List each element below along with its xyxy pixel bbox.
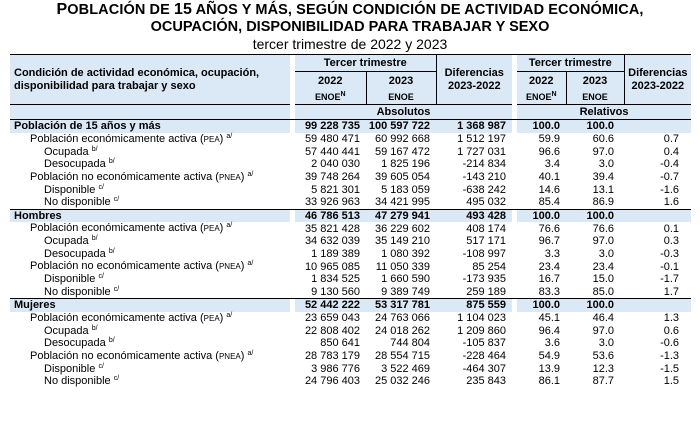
abs-2022: 23 659 043: [304, 312, 360, 324]
rel-diff: -0.1: [660, 260, 680, 273]
rel-2022: 96.4: [538, 324, 561, 337]
table-row: [10, 350, 691, 363]
rel-diff: 1.6: [663, 196, 680, 209]
abs-2023: 34 421 995: [374, 196, 431, 209]
rel-2023: 87.7: [592, 375, 615, 388]
rel-diff: -1.6: [660, 183, 680, 196]
abs-2022: 850 641: [320, 337, 360, 350]
abs-2022: 1 189 389: [311, 247, 360, 260]
rel-diff: [624, 299, 691, 312]
rel-2022: 14.6: [538, 183, 561, 196]
rel-diff: -0.4: [660, 158, 680, 171]
row-label: Hombres: [10, 209, 290, 222]
rel-diff: 0.4: [663, 145, 680, 158]
table-row: [10, 312, 691, 325]
year-2022-abs: 2022: [295, 72, 366, 91]
abs-diff: 259 189: [466, 285, 507, 298]
abs-2022: 34 632 039: [304, 235, 360, 248]
rel-2022: 23.4: [538, 260, 561, 273]
abs-2022: 9 130 560: [311, 285, 360, 298]
rel-2022: 96.6: [538, 145, 561, 158]
rel-2023: 13.1: [592, 183, 615, 196]
row-label: Población de 15 años y más: [10, 120, 290, 133]
rel-2023: 97.0: [592, 324, 615, 337]
abs-2022: 46 786 513: [295, 209, 366, 222]
enoe-abs: ENOE: [366, 90, 436, 105]
abs-diff: 1 727 031: [457, 145, 507, 158]
table-row: [10, 325, 691, 338]
table-row: [10, 375, 691, 388]
row-label: Disponible $^{c/}$: [44, 273, 104, 286]
rel-2023: 3.0: [598, 158, 615, 171]
rel-diff: -1.7: [660, 273, 680, 286]
abs-2023: 1 660 590: [381, 273, 431, 286]
rel-diff: [624, 209, 691, 222]
title-line-1: POBLACIÓN DE 15 AÑOS Y MÁS, SEGÚN CONDICIÓN DE ACTIVIDAD ECONÓMICA,: [56, 1, 644, 18]
row-label: Mujeres: [10, 299, 290, 312]
rel-2023: 76.6: [592, 222, 615, 235]
rel-diff: -0.6: [660, 337, 680, 350]
rel-diff: 0.6: [663, 324, 680, 337]
abs-diff: -108 997: [462, 247, 507, 260]
abs-2023: 25 032 246: [374, 375, 431, 388]
abs-diff: 517 171: [466, 235, 507, 248]
section-row: [10, 120, 691, 133]
table-header: [10, 55, 691, 120]
abs-2023: 36 229 602: [374, 222, 431, 235]
row-label: Ocupada $^{b/}$: [44, 324, 98, 337]
row-label: No disponible $^{c/}$: [44, 285, 120, 298]
data-table: [10, 54, 691, 388]
abs-2023: 744 804: [390, 337, 431, 350]
row-label: No disponible $^{c/}$: [44, 196, 120, 209]
enoe-rel: ENOE: [566, 90, 624, 105]
rel-2023: 46.4: [592, 312, 615, 324]
year-2023-abs: 2023: [366, 72, 436, 91]
abs-2023: 35 149 210: [374, 235, 431, 248]
abs-2023: 24 763 066: [374, 312, 431, 324]
rel-2023: 23.4: [592, 260, 615, 273]
rel-2022: 3.4: [544, 158, 561, 171]
rel-2023: 53.6: [592, 350, 615, 362]
abs-2022: 1 834 525: [311, 273, 360, 286]
rel-2023: 97.0: [592, 145, 615, 158]
abs-2022: 22 808 402: [304, 324, 360, 337]
rel-2023: 15.0: [592, 273, 615, 286]
row-label: Población económicamente activa (PEA) $^{a/}$: [30, 222, 233, 234]
rel-diff: 0.3: [663, 235, 680, 248]
table-row: [10, 184, 691, 197]
table-body: [10, 120, 691, 388]
abs-diff: 1 512 197: [457, 133, 507, 145]
rel-2023: 100.0: [566, 120, 624, 133]
rel-diff: 1.3: [663, 312, 680, 324]
tercer-trimestre-abs: Tercer trimestre: [295, 55, 436, 72]
abs-diff: 1 209 860: [457, 324, 507, 337]
abs-2023: 28 554 715: [374, 350, 431, 362]
table-row: [10, 337, 691, 350]
rel-2022: 100.0: [517, 299, 566, 312]
rel-2023: 97.0: [592, 235, 615, 248]
rel-2022: 40.1: [538, 171, 561, 183]
table-row: [10, 146, 691, 159]
row-label: Población no económicamente activa (PNEA) $^{a/}$: [30, 349, 254, 362]
abs-diff: -464 307: [462, 362, 507, 375]
rel-2022: 3.3: [544, 247, 561, 260]
rel-2022: 54.9: [538, 350, 561, 362]
rel-2023: 85.0: [592, 285, 615, 298]
abs-diff: -143 210: [462, 171, 507, 183]
abs-2022: 2 040 030: [311, 158, 360, 171]
row-label: No disponible $^{c/}$: [44, 375, 120, 388]
abs-2023: 59 167 472: [374, 145, 431, 158]
row-label: Población económicamente activa (PEA) $^{a/}$: [30, 311, 233, 324]
rel-2023: 100.0: [566, 299, 624, 312]
rel-2022: 59.9: [538, 133, 561, 145]
row-label: Disponible $^{c/}$: [44, 183, 104, 196]
abs-2023: 11 050 339: [375, 260, 431, 273]
abs-2023: 100 597 722: [366, 120, 436, 133]
table-row: [10, 286, 691, 299]
abs-diff: -228 464: [462, 350, 507, 362]
row-label-header: Condición de actividad económica, ocupación, disponibilidad para trabajar y sexo: [10, 55, 290, 105]
abs-diff: -214 834: [462, 158, 507, 171]
abs-2022: 59 480 471: [304, 133, 360, 145]
abs-2023: 24 018 262: [374, 324, 431, 337]
row-label: Desocupada $^{b/}$: [44, 337, 115, 350]
abs-2022: 99 228 735: [295, 120, 366, 133]
rel-2023: 3.0: [598, 247, 615, 260]
row-label: Ocupada $^{b/}$: [44, 145, 98, 158]
row-label: Disponible $^{c/}$: [44, 362, 104, 375]
relativos-label: Relativos: [517, 105, 691, 120]
diferencias-rel: Diferencias 2023-2022: [624, 55, 691, 105]
abs-2023: 9 389 749: [381, 285, 431, 298]
title-line-2: OCUPACIÓN, DISPONIBILIDAD PARA TRABAJAR Y SEXO: [150, 19, 550, 35]
rel-2022: 100.0: [517, 120, 566, 133]
rel-2022: 13.9: [538, 362, 561, 375]
rel-2023: 60.6: [592, 133, 615, 145]
abs-2022: 33 926 963: [304, 196, 360, 209]
table-row: [10, 171, 691, 184]
abs-diff: 495 032: [466, 196, 507, 209]
abs-diff: 235 843: [466, 375, 507, 388]
rel-2022: 3.6: [544, 337, 561, 350]
rel-diff: 0.7: [663, 133, 680, 145]
section-row: [10, 299, 691, 312]
rel-2022: 16.7: [538, 273, 561, 286]
row-label: Desocupada $^{b/}$: [44, 158, 115, 171]
abs-diff: 1 104 023: [457, 312, 507, 324]
rel-2022: 45.1: [538, 312, 561, 324]
abs-diff: -105 837: [462, 337, 507, 350]
row-label: Población no económicamente activa (PNEA) $^{a/}$: [30, 170, 254, 183]
table-row: [10, 363, 691, 376]
rel-diff: -0.7: [660, 171, 680, 183]
rel-2023: 39.4: [592, 171, 615, 183]
abs-diff: 1 368 987: [436, 120, 512, 133]
abs-2023: 53 317 781: [366, 299, 436, 312]
table-row: [10, 235, 691, 248]
abs-diff: 875 559: [436, 299, 512, 312]
rel-diff: -1.3: [660, 350, 680, 362]
abs-2022: 10 965 085: [304, 260, 360, 273]
abs-2022: 35 821 428: [304, 222, 360, 235]
abs-2022: 57 440 441: [304, 145, 360, 158]
abs-2022: 3 986 776: [311, 362, 360, 375]
rel-2022: 85.4: [538, 196, 561, 209]
rel-2022: 96.7: [538, 235, 561, 248]
abs-2023: 5 183 059: [381, 183, 431, 196]
rel-2022: 76.6: [538, 222, 561, 235]
year-2022-rel: 2022: [517, 72, 566, 91]
diferencias-abs: Diferencias 2023-2022: [436, 55, 512, 105]
rel-2023: 86.9: [592, 196, 615, 209]
absolutos-label: Absolutos: [295, 105, 512, 120]
rel-2022: 83.3: [538, 285, 561, 298]
title-block: [0, 0, 700, 52]
abs-diff: -173 935: [462, 273, 507, 286]
section-row: [10, 209, 691, 222]
rel-diff: 0.1: [663, 222, 680, 235]
year-2023-rel: 2023: [566, 72, 624, 91]
table-row: [10, 196, 691, 209]
abs-diff: -638 242: [462, 183, 507, 196]
row-label: Población económicamente activa (PEA) $^{a/}$: [30, 132, 233, 145]
table-row: [10, 222, 691, 235]
row-label: Población no económicamente activa (PNEA) $^{a/}$: [30, 260, 254, 272]
rel-2023: 12.3: [592, 362, 615, 375]
abs-2022: 39 748 264: [304, 171, 360, 183]
row-label: Ocupada $^{b/}$: [44, 235, 98, 248]
rel-diff: 1.5: [663, 375, 680, 388]
enoe-n-rel: $ENOE^N$: [517, 90, 566, 105]
abs-2022: 28 783 179: [304, 350, 360, 362]
rel-2022: 100.0: [517, 209, 566, 222]
abs-2022: 5 821 301: [311, 183, 360, 196]
abs-diff: 493 428: [436, 209, 512, 222]
enoe-n-abs: $ENOE^N$: [295, 90, 366, 105]
table-row: [10, 273, 691, 286]
abs-diff: 85 254: [472, 260, 507, 273]
abs-2023: 3 522 469: [381, 362, 431, 375]
row-label: Desocupada $^{b/}$: [44, 247, 115, 260]
rel-2023: 3.0: [598, 337, 615, 350]
table-row: [10, 248, 691, 261]
rel-diff: -0.3: [660, 247, 680, 260]
table-row: [10, 133, 691, 146]
table-row: [10, 260, 691, 273]
abs-2023: 39 605 054: [374, 171, 431, 183]
rel-2022: 86.1: [538, 375, 561, 388]
rel-diff: [624, 120, 691, 133]
rel-diff: -1.5: [660, 362, 680, 375]
rel-2023: 100.0: [566, 209, 624, 222]
rel-diff: 1.7: [663, 285, 680, 298]
abs-2023: 47 279 941: [366, 209, 436, 222]
abs-2022: 24 796 403: [304, 375, 360, 388]
title-line-3: tercer trimestre de 2022 y 2023: [252, 36, 448, 52]
abs-2023: 1 825 196: [381, 158, 431, 171]
abs-2022: 52 442 222: [295, 299, 366, 312]
tercer-trimestre-rel: Tercer trimestre: [517, 55, 624, 72]
abs-2023: 60 992 668: [374, 133, 431, 145]
abs-diff: 408 174: [466, 222, 507, 235]
table-row: [10, 158, 691, 171]
abs-2023: 1 080 392: [381, 247, 431, 260]
